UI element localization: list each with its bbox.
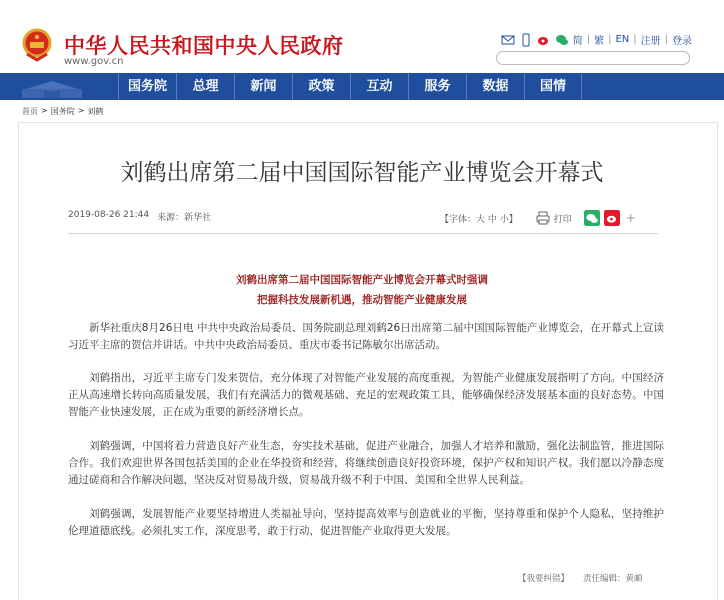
- publish-date: 2019-08-26 21:44: [68, 210, 150, 220]
- breadcrumb-home[interactable]: 首页: [22, 107, 38, 116]
- divider: |: [608, 34, 612, 45]
- nav-item-premier[interactable]: 总理: [176, 73, 234, 100]
- mail-icon[interactable]: [501, 33, 515, 47]
- divider: |: [664, 34, 668, 45]
- nav-item-service[interactable]: 服务: [408, 73, 466, 100]
- login-link[interactable]: 登录: [672, 36, 692, 47]
- article-footer: [518, 572, 643, 584]
- responsible-editor: 责任编辑：黄頔: [583, 574, 643, 584]
- article-paragraph: 刘鹤强调，发展智能产业要坚持增进人类福祉导向，坚持提高效率与创造就业的平衡，坚持尊重和保护个人隐私，坚持维护伦理道德底线。必须扎实工作，深度思考，敢于行动，促进智能产业取得更大发展。: [68, 508, 664, 537]
- tiananmen-icon: [0, 73, 118, 100]
- nav-item-state-council[interactable]: 国务院: [118, 73, 176, 100]
- weibo-share-icon[interactable]: [604, 210, 620, 226]
- article-title: 刘鹤出席第二届中国国际智能产业博览会开幕式: [120, 160, 604, 186]
- register-link[interactable]: 注册: [640, 36, 661, 47]
- breadcrumb-separator: >: [77, 106, 85, 115]
- nav-item-interaction[interactable]: 互动: [350, 73, 408, 100]
- site-title[interactable]: 中华人民共和国中央人民政府: [64, 34, 344, 58]
- search-input[interactable]: [496, 51, 690, 65]
- nav-item-national-info[interactable]: 国情: [524, 73, 582, 100]
- nav-building-logo[interactable]: [0, 73, 118, 100]
- article-paragraph: 新华社重庆8月26日电 中共中央政治局委员、国务院副总理刘鹤26日出席第二届中国国际智能产业博览会，在开幕式上宣读习近平主席的贺信并讲话。中共中央政治局委员、重庆市委书记陈敏尔出席活动。: [68, 322, 664, 351]
- national-emblem-icon[interactable]: [22, 28, 52, 62]
- article-headline-1: 刘鹤出席第二届中国国际智能产业博览会开幕式时强调: [236, 274, 488, 286]
- article-tools: [440, 210, 636, 226]
- nav-item-policy[interactable]: 政策: [292, 73, 350, 100]
- source-info: [157, 210, 211, 223]
- nav-item-news[interactable]: 新闻: [234, 73, 292, 100]
- article-paragraph: 刘鹤指出，习近平主席专门发来贺信，充分体现了对智能产业发展的高度重视，为智能产业健康发展指明了方向。中国经济正从高速增长转向高质量发展，我们有充满活力的微观基础、充足的宏观政策工具，能够确保经济发展基本面的良好态势。中国智能产业快速发展，正在成为重要的新经济增长点。: [68, 372, 664, 418]
- wechat-icon[interactable]: [555, 33, 569, 47]
- lang-english[interactable]: EN: [615, 34, 630, 45]
- print-button[interactable]: 打印: [553, 214, 572, 225]
- top-links: [501, 32, 692, 47]
- main-nav: [0, 73, 724, 100]
- nav-item-data[interactable]: 数据: [466, 73, 524, 100]
- weibo-icon[interactable]: [537, 33, 551, 47]
- site-header: [0, 0, 724, 68]
- divider: |: [633, 34, 637, 45]
- print-icon[interactable]: [536, 211, 550, 225]
- report-error-link[interactable]: 【我要纠错】: [518, 574, 570, 584]
- phone-icon[interactable]: [519, 33, 533, 47]
- article-meta: [68, 210, 211, 223]
- breadcrumb-state-council[interactable]: 国务院: [50, 107, 75, 116]
- divider: |: [586, 34, 591, 45]
- wechat-share-icon[interactable]: [584, 210, 600, 226]
- article-paragraph: 刘鹤强调，中国将着力营造良好产业生态，夯实技术基础，促进产业融合，加强人才培养和激励，强化法制监管，推进国际合作。我们欢迎世界各国包括美国的企业在华投资和经营，将继续创造良好投资环境，保护产权和知识产权。我们愿以冷静态度通过磋商和合作解决问题，坚决反对贸易战升级，贸易战升级不利于中国、美国和全世界人民利益。: [68, 440, 664, 486]
- breadcrumb: [22, 106, 103, 117]
- site-url[interactable]: www.gov.cn: [64, 56, 124, 67]
- lang-simplified[interactable]: 简: [572, 36, 583, 47]
- breadcrumb-current[interactable]: 刘鹤: [87, 107, 104, 116]
- divider: [68, 233, 658, 234]
- source-label: 来源：: [157, 213, 185, 223]
- article-headline-2: 把握科技发展新机遇，推动智能产业健康发展: [257, 294, 467, 306]
- source-name: 新华社: [184, 213, 212, 223]
- breadcrumb-separator: >: [41, 106, 48, 115]
- more-share-icon[interactable]: +: [625, 211, 636, 225]
- lang-traditional[interactable]: 繁: [594, 36, 605, 47]
- font-size-control[interactable]: 【字体：大 中 小】: [440, 214, 518, 225]
